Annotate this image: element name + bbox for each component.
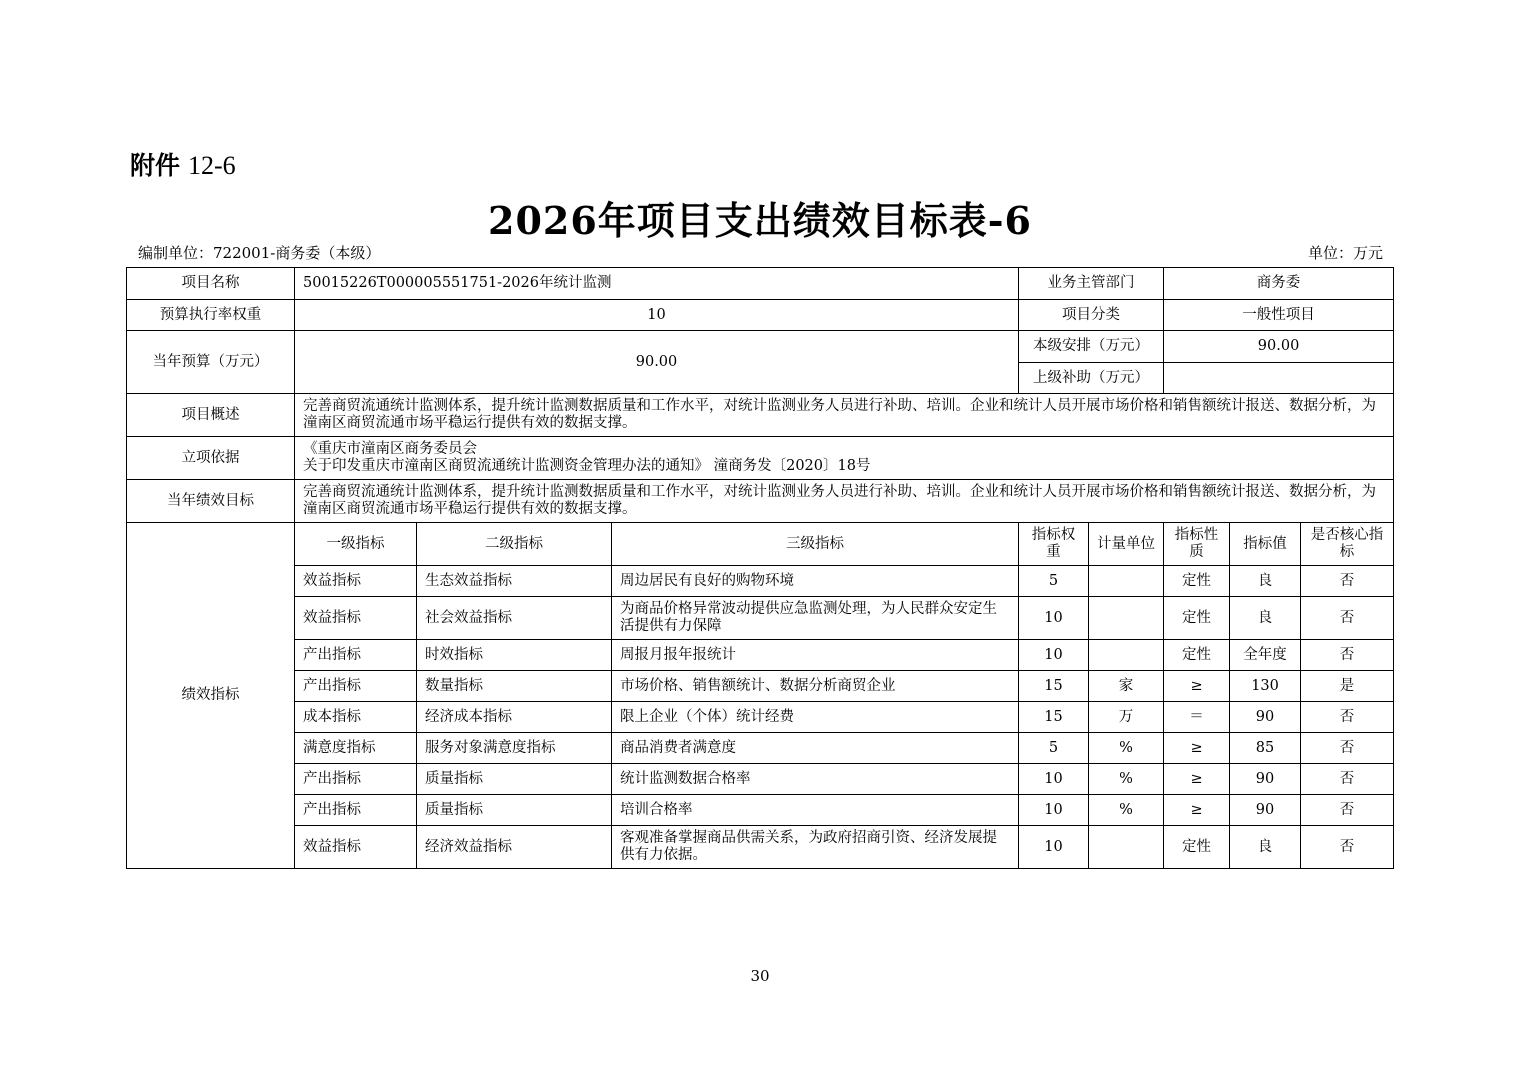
header-core: 是否核心指标: [1301, 523, 1394, 566]
header-weight: 指标权重: [1019, 523, 1089, 566]
category-value: 一般性项目: [1164, 300, 1394, 331]
budget-value: 90.00: [295, 331, 1019, 394]
cell-level1: 满意度指标: [295, 733, 417, 764]
category-label: 项目分类: [1019, 300, 1164, 331]
header-level2: 二级指标: [417, 523, 612, 566]
cell-value: 90: [1230, 702, 1301, 733]
cell-level2: 质量指标: [417, 764, 612, 795]
cell-weight: 5: [1019, 733, 1089, 764]
basis-label: 立项依据: [127, 437, 295, 480]
cell-level2: 服务对象满意度指标: [417, 733, 612, 764]
cell-level3: 统计监测数据合格率: [612, 764, 1019, 795]
cell-level2: 经济效益指标: [417, 826, 612, 869]
table-row: [127, 671, 1394, 702]
cell-nature: 定性: [1164, 597, 1230, 640]
cell-weight: 10: [1019, 764, 1089, 795]
table-row: [127, 597, 1394, 640]
table-row: [127, 640, 1394, 671]
header-nature: 指标性质: [1164, 523, 1230, 566]
cell-level3: 限上企业（个体）统计经费: [612, 702, 1019, 733]
table-row: [127, 566, 1394, 597]
upper-value: [1164, 363, 1394, 394]
upper-label: 上级补助（万元）: [1019, 363, 1164, 394]
performance-table: [126, 267, 1394, 869]
cell-unit: 家: [1089, 671, 1164, 702]
table-row: [127, 764, 1394, 795]
cell-level2: 生态效益指标: [417, 566, 612, 597]
cell-core: 否: [1301, 826, 1394, 869]
cell-nature: ≥: [1164, 733, 1230, 764]
cell-nature: ≥: [1164, 671, 1230, 702]
cell-core: 否: [1301, 702, 1394, 733]
cell-value: 85: [1230, 733, 1301, 764]
local-value: 90.00: [1164, 331, 1394, 363]
cell-level1: 产出指标: [295, 764, 417, 795]
cell-weight: 15: [1019, 702, 1089, 733]
row-budget: [127, 331, 1394, 363]
cell-value: 90: [1230, 764, 1301, 795]
row-basis: [127, 437, 1394, 480]
cell-level1: 产出指标: [295, 671, 417, 702]
cell-level2: 社会效益指标: [417, 597, 612, 640]
cell-value: 90: [1230, 795, 1301, 826]
table-row: [127, 795, 1394, 826]
currency-unit: 单位：万元: [1307, 244, 1383, 262]
overview-label: 项目概述: [127, 394, 295, 437]
attachment-number: 12-6: [188, 151, 236, 180]
cell-level3: 周边居民有良好的购物环境: [612, 566, 1019, 597]
cell-level2: 经济成本指标: [417, 702, 612, 733]
cell-core: 否: [1301, 640, 1394, 671]
cell-weight: 10: [1019, 795, 1089, 826]
cell-unit: [1089, 597, 1164, 640]
cell-level1: 产出指标: [295, 640, 417, 671]
attachment-label-text: 附件: [130, 151, 181, 180]
cell-weight: 15: [1019, 671, 1089, 702]
overview-value: 完善商贸流通统计监测体系，提升统计监测数据质量和工作水平，对统计监测业务人员进行补助、培训。企业和统计人员开展市场价格和销售额统计报送、数据分析，为潼南区商贸流通市场平稳运行提供有效的数据支撑。: [295, 394, 1394, 437]
basis-line-1: 《重庆市潼南区商务委员会: [303, 441, 477, 457]
local-label: 本级安排（万元）: [1019, 331, 1164, 363]
table-row: [127, 826, 1394, 869]
cell-nature: ≥: [1164, 764, 1230, 795]
cell-value: 良: [1230, 826, 1301, 869]
cell-unit: 万: [1089, 702, 1164, 733]
page-title: 2026年项目支出绩效目标表-6: [488, 198, 1032, 243]
cell-weight: 10: [1019, 640, 1089, 671]
cell-unit: [1089, 826, 1164, 869]
cell-nature: 定性: [1164, 826, 1230, 869]
header-unit: 计量单位: [1089, 523, 1164, 566]
compiling-unit: 编制单位：722001-商务委（本级）: [138, 244, 381, 262]
cell-core: 是: [1301, 671, 1394, 702]
cell-unit: %: [1089, 795, 1164, 826]
cell-core: 否: [1301, 795, 1394, 826]
cell-core: 否: [1301, 733, 1394, 764]
attachment-label: [130, 146, 236, 182]
exec-weight-label: 预算执行率权重: [127, 300, 295, 331]
cell-level1: 效益指标: [295, 826, 417, 869]
cell-level1: 效益指标: [295, 566, 417, 597]
budget-label: 当年预算（万元）: [127, 331, 295, 394]
indicators-section-label: 绩效指标: [127, 523, 295, 869]
cell-level2: 数量指标: [417, 671, 612, 702]
cell-nature: ≥: [1164, 795, 1230, 826]
cell-level1: 成本指标: [295, 702, 417, 733]
cell-level3: 商品消费者满意度: [612, 733, 1019, 764]
cell-weight: 10: [1019, 826, 1089, 869]
dept-value: 商务委: [1164, 268, 1394, 300]
dept-label: 业务主管部门: [1019, 268, 1164, 300]
cell-level2: 质量指标: [417, 795, 612, 826]
cell-unit: [1089, 640, 1164, 671]
goal-label: 当年绩效目标: [127, 480, 295, 523]
basis-line-2: 关于印发重庆市潼南区商贸流通统计监测资金管理办法的通知》 潼商务发〔2020〕18号: [303, 458, 871, 474]
cell-core: 否: [1301, 764, 1394, 795]
cell-weight: 10: [1019, 597, 1089, 640]
cell-value: 良: [1230, 566, 1301, 597]
cell-level3: 市场价格、销售额统计、数据分析商贸企业: [612, 671, 1019, 702]
table-row: [127, 702, 1394, 733]
project-name-label: 项目名称: [127, 268, 295, 300]
cell-unit: [1089, 566, 1164, 597]
header-level1: 一级指标: [295, 523, 417, 566]
indicator-header-row: [127, 523, 1394, 566]
cell-level3: 客观准备掌握商品供需关系，为政府招商引资、经济发展提供有力依据。: [612, 826, 1019, 869]
cell-level3: 培训合格率: [612, 795, 1019, 826]
cell-nature: 定性: [1164, 566, 1230, 597]
row-goal: [127, 480, 1394, 523]
cell-value: 130: [1230, 671, 1301, 702]
row-overview: [127, 394, 1394, 437]
cell-level3: 周报月报年报统计: [612, 640, 1019, 671]
cell-unit: %: [1089, 733, 1164, 764]
cell-core: 否: [1301, 566, 1394, 597]
cell-level1: 产出指标: [295, 795, 417, 826]
cell-level3: 为商品价格异常波动提供应急监测处理，为人民群众安定生活提供有力保障: [612, 597, 1019, 640]
cell-nature: 定性: [1164, 640, 1230, 671]
header-value: 指标值: [1230, 523, 1301, 566]
goal-value: 完善商贸流通统计监测体系，提升统计监测数据质量和工作水平，对统计监测业务人员进行补助、培训。企业和统计人员开展市场价格和销售额统计报送、数据分析，为潼南区商贸流通市场平稳运行提供有效的数据支撑。: [295, 480, 1394, 523]
cell-unit: %: [1089, 764, 1164, 795]
cell-core: 否: [1301, 597, 1394, 640]
cell-weight: 5: [1019, 566, 1089, 597]
row-exec-weight: [127, 300, 1394, 331]
project-name-value: 50015226T000005551751-2026年统计监测: [295, 268, 1019, 300]
cell-level1: 效益指标: [295, 597, 417, 640]
cell-level2: 时效指标: [417, 640, 612, 671]
cell-nature: ＝: [1164, 702, 1230, 733]
row-project-name: [127, 268, 1394, 300]
table-row: [127, 733, 1394, 764]
header-level3: 三级指标: [612, 523, 1019, 566]
cell-value: 全年度: [1230, 640, 1301, 671]
basis-value: [295, 437, 1394, 480]
page-number: 30: [750, 967, 770, 985]
exec-weight-value: 10: [295, 300, 1019, 331]
cell-value: 良: [1230, 597, 1301, 640]
